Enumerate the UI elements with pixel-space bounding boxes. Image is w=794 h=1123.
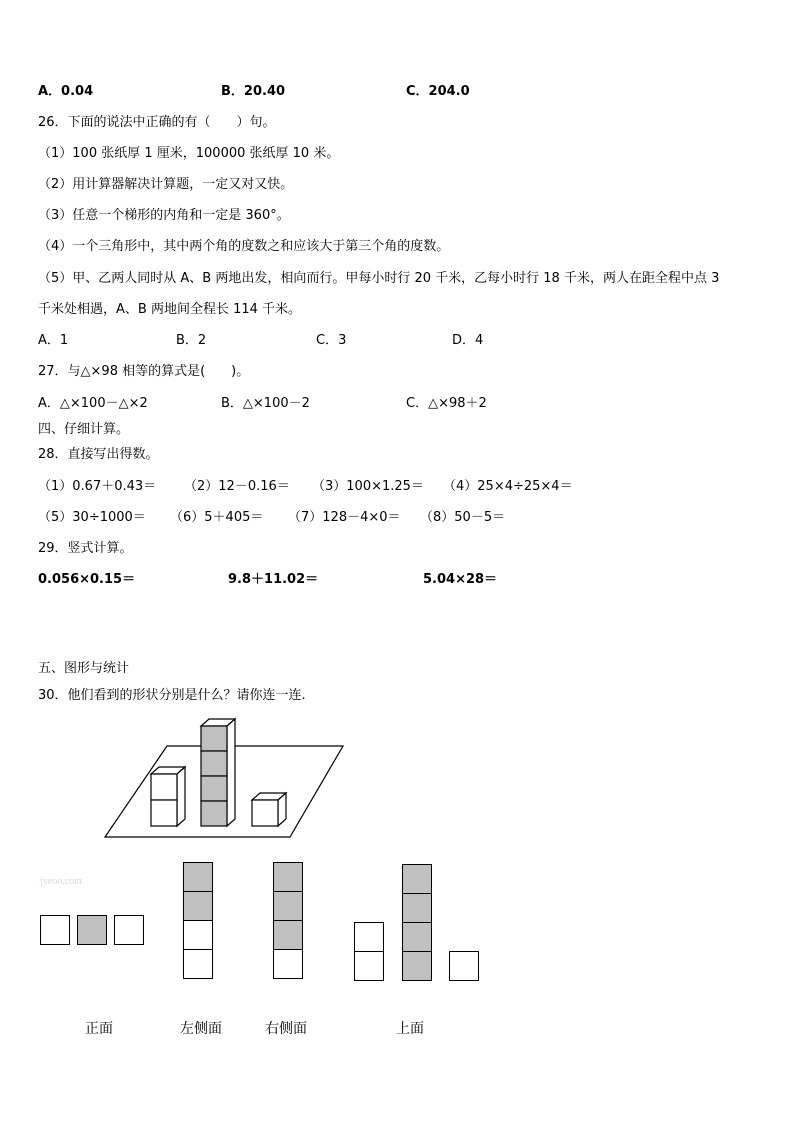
q27-option-b: B．△×100－2 xyxy=(221,396,310,411)
q26-statement-5b: 千米处相遇，A、B 两地间全程长 114 千米。 xyxy=(38,302,302,317)
q28-item-2: （2）12－0.16＝ xyxy=(184,479,290,494)
q28-item-4: （4）25×4÷25×4＝ xyxy=(443,479,573,494)
view-square-shaded xyxy=(183,891,213,921)
q28-stem: 28．直接写出得数。 xyxy=(38,447,159,462)
view-square-shaded xyxy=(273,862,303,892)
view-square-shaded xyxy=(402,922,432,952)
q29-item-2: 9.8＋11.02＝ xyxy=(228,572,319,587)
view-square xyxy=(273,949,303,979)
view-square xyxy=(183,949,213,979)
q26-option-d: D．4 xyxy=(452,333,484,348)
watermark: jyeoo.com xyxy=(40,876,82,887)
q29-item-3: 5.04×28＝ xyxy=(423,572,498,587)
left-stack xyxy=(151,767,185,826)
q28-item-3: （3）100×1.25＝ xyxy=(312,479,424,494)
q26-stem: 26．下面的说法中正确的有（ ）句。 xyxy=(38,115,276,130)
q29-stem: 29．竖式计算。 xyxy=(38,541,133,556)
tall-stack xyxy=(201,719,235,826)
view-square-shaded xyxy=(402,893,432,923)
q27-option-a: A．△×100－△×2 xyxy=(38,396,148,411)
q26-statement-3: （3）任意一个梯形的内角和一定是 360°。 xyxy=(38,208,290,223)
q25-option-c: C．204.0 xyxy=(406,84,470,99)
q28-item-5: （5）30÷1000＝ xyxy=(38,510,146,525)
q26-option-c: C．3 xyxy=(316,333,347,348)
view-square-shaded xyxy=(402,951,432,981)
q26-statement-2: （2）用计算器解决计算题，一定又对又快。 xyxy=(38,177,294,192)
view-label-left-side[interactable]: 左侧面 xyxy=(180,1021,222,1037)
view-square xyxy=(40,915,70,945)
q26-option-b: B．2 xyxy=(176,333,207,348)
view-label-top[interactable]: 上面 xyxy=(396,1021,424,1037)
q26-statement-4: （4）一个三角形中，其中两个角的度数之和应该大于第三个角的度数。 xyxy=(38,239,450,254)
view-square-shaded xyxy=(273,891,303,921)
view-label-front[interactable]: 正面 xyxy=(85,1021,113,1037)
q27-stem: 27．与△×98 相等的算式是( )。 xyxy=(38,364,250,379)
section-5-title: 五、图形与统计 xyxy=(38,661,130,676)
view-square xyxy=(183,920,213,950)
single-cube xyxy=(252,793,286,826)
q27-option-c: C．△×98＋2 xyxy=(406,396,487,411)
view-square-shaded xyxy=(77,915,107,945)
view-square xyxy=(114,915,144,945)
view-label-right-side[interactable]: 右侧面 xyxy=(265,1021,307,1037)
view-square xyxy=(354,951,384,981)
q26-option-a: A．1 xyxy=(38,333,69,348)
cube-arrangement-figure xyxy=(100,712,350,844)
q28-item-7: （7）128－4×0＝ xyxy=(288,510,401,525)
q28-item-8: （8）50－5＝ xyxy=(420,510,506,525)
view-square xyxy=(354,922,384,952)
view-square-shaded xyxy=(402,864,432,894)
q29-item-1: 0.056×0.15＝ xyxy=(38,572,136,587)
q26-statement-5a: （5）甲、乙两人同时从 A、B 两地出发，相向而行。甲每小时行 20 千米，乙每小时行 18 千米，两人在距全程中点 3 xyxy=(38,271,720,286)
q25-option-b: B．20.40 xyxy=(221,84,286,99)
view-square-shaded xyxy=(183,862,213,892)
q28-item-1: （1）0.67＋0.43＝ xyxy=(38,479,157,494)
q25-option-a: A．0.04 xyxy=(38,84,94,99)
view-square xyxy=(449,951,479,981)
q26-statement-1: （1）100 张纸厚 1 厘米，100000 张纸厚 10 米。 xyxy=(38,146,340,161)
section-4-title: 四、仔细计算。 xyxy=(38,422,130,437)
view-square-shaded xyxy=(273,920,303,950)
q28-item-6: （6）5＋405＝ xyxy=(170,510,264,525)
q30-stem: 30．他们看到的形状分别是什么？请你连一连. xyxy=(38,688,306,703)
